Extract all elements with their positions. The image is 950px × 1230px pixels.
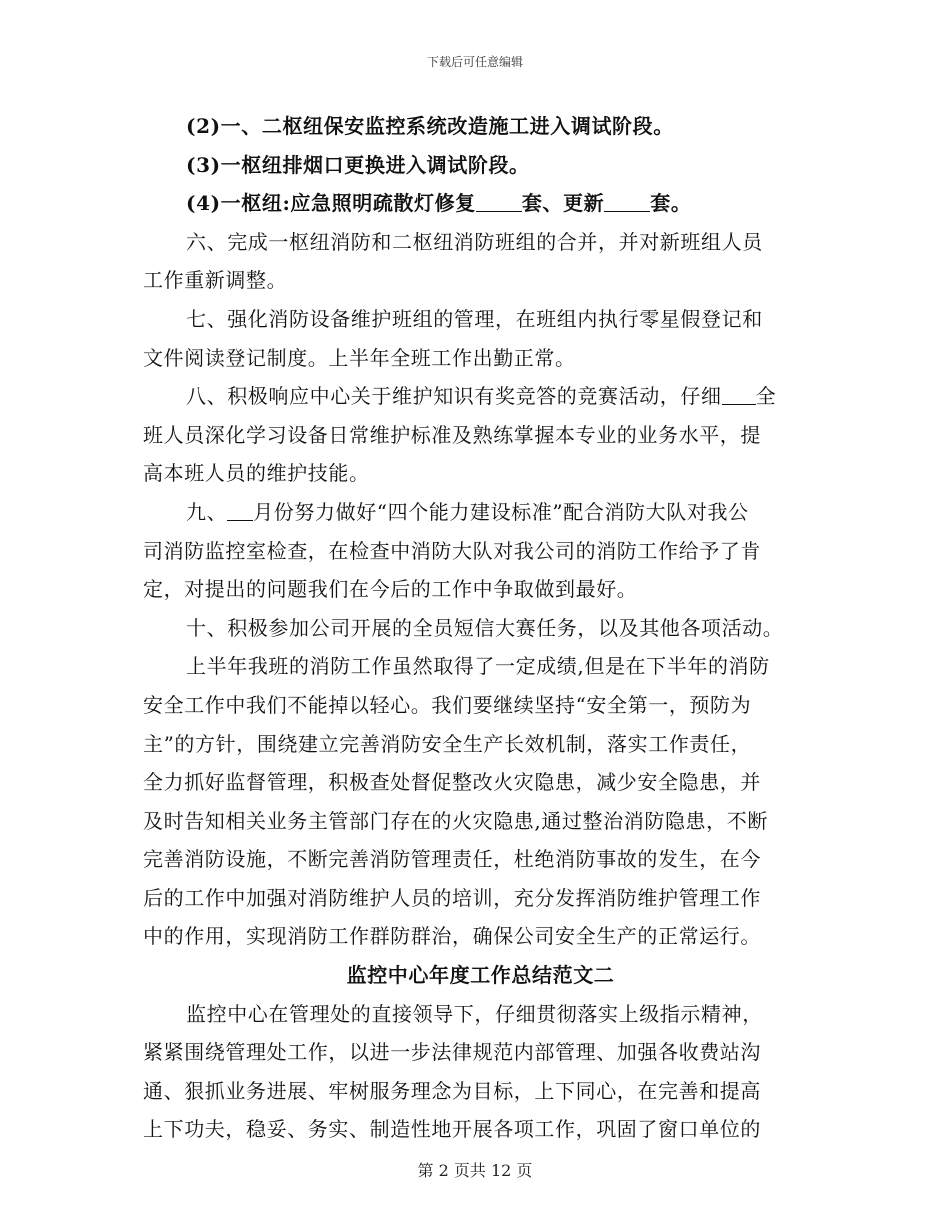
paragraph-line: 通、狠抓业务进展、牢树服务理念为目标，上下同心，在完善和提高 xyxy=(143,1078,761,1103)
blank-underline xyxy=(476,189,522,212)
paragraph-line-part-a: 八、积极响应中心关于维护知识有奖竞答的竞赛活动，仔细 xyxy=(186,384,722,409)
paragraph-line: 中的作用，实现消防工作群防群治，确保公司安全生产的正常运行。 xyxy=(143,924,761,949)
paragraph-line: 上半年我班的消防工作虽然取得了一定成绩,但是在下半年的消防 xyxy=(186,654,770,679)
list-item-3: (3)一枢纽排烟口更换进入调试阶段。 xyxy=(186,152,530,177)
paragraph-line-part-b: 月份努力做好“四个能力建设标准”配合消防大队对我公 xyxy=(253,499,749,524)
blank-underline xyxy=(604,189,650,212)
document-body xyxy=(143,107,808,1149)
list-item-4-part-a: (4)一枢纽:应急照明疏散灯修复 xyxy=(186,191,476,216)
paragraph-line-part-a: 九、 xyxy=(186,499,228,524)
paragraph-line: 六、完成一枢纽消防和二枢纽消防班组的合并，并对新班组人员 xyxy=(186,229,763,254)
paragraph-line: 全力抓好监督管理，积极查处督促整改火灾隐患，减少安全隐患，并 xyxy=(143,770,761,795)
paragraph-line: 十、积极参加公司开展的全员短信大赛任务，以及其他各项活动。 xyxy=(186,615,784,640)
paragraph-line: 文件阅读登记制度。上半年全班工作出勤正常。 xyxy=(143,345,576,370)
paragraph-line: 主”的方针，围绕建立完善消防安全生产长效机制，落实工作责任， xyxy=(143,731,752,756)
list-item-4-part-b: 套、更新 xyxy=(521,191,605,216)
paragraph-line: 班人员深化学习设备日常维护标准及熟练掌握本专业的业务水平，提 xyxy=(143,422,761,447)
page-header: 下载后可任意编辑 xyxy=(426,55,523,69)
paragraph-line: 后的工作中加强对消防维护人员的培训，充分发挥消防维护管理工作 xyxy=(143,885,761,910)
paragraph-line: 七、强化消防设备维护班组的管理，在班组内执行零星假登记和 xyxy=(186,306,763,331)
paragraph-line: 司消防监控室检查，在检查中消防大队对我公司的消防工作给予了肯 xyxy=(143,538,761,563)
paragraph-line: 紧紧围绕管理处工作，以进一步法律规范内部管理、加强各收费站沟 xyxy=(143,1040,761,1065)
blank-underline xyxy=(722,382,756,405)
paragraph-line: 工作重新调整。 xyxy=(143,268,288,293)
paragraph-line xyxy=(143,377,808,416)
list-item-2: (2)一、二枢纽保安监控系统改造施工进入调试阶段。 xyxy=(186,114,674,138)
paragraph-line: 完善消防设施，不断完善消防管理责任，杜绝消防事故的发生，在今 xyxy=(143,847,761,872)
paragraph-line: 安全工作中我们不能掉以轻心。我们要继续坚持“安全第一，预防为 xyxy=(143,692,752,717)
list-item-4-part-c: 套。 xyxy=(650,191,692,216)
list-item-4 xyxy=(143,184,808,223)
paragraph-line: 及时告知相关业务主管部门存在的火灾隐患,通过整治消防隐患，不断 xyxy=(143,808,768,833)
paragraph-line: 定，对提出的问题我们在今后的工作中争取做到最好。 xyxy=(143,577,638,602)
blank-underline xyxy=(227,498,253,521)
paragraph-line: 上下功夫，稳妥、务实、制造性地开展各项工作，巩固了窗口单位的 xyxy=(143,1117,761,1142)
paragraph-line xyxy=(143,493,808,532)
page-footer: 第 2 页共 12 页 xyxy=(417,1161,533,1180)
paragraph-line: 高本班人员的维护技能。 xyxy=(143,461,370,486)
section-title: 监控中心年度工作总结范文二 xyxy=(346,963,615,988)
paragraph-line: 监控中心在管理处的直接领导下，仔细贯彻落实上级指示精神， xyxy=(186,1001,763,1026)
paragraph-line-part-b: 全 xyxy=(755,384,777,409)
